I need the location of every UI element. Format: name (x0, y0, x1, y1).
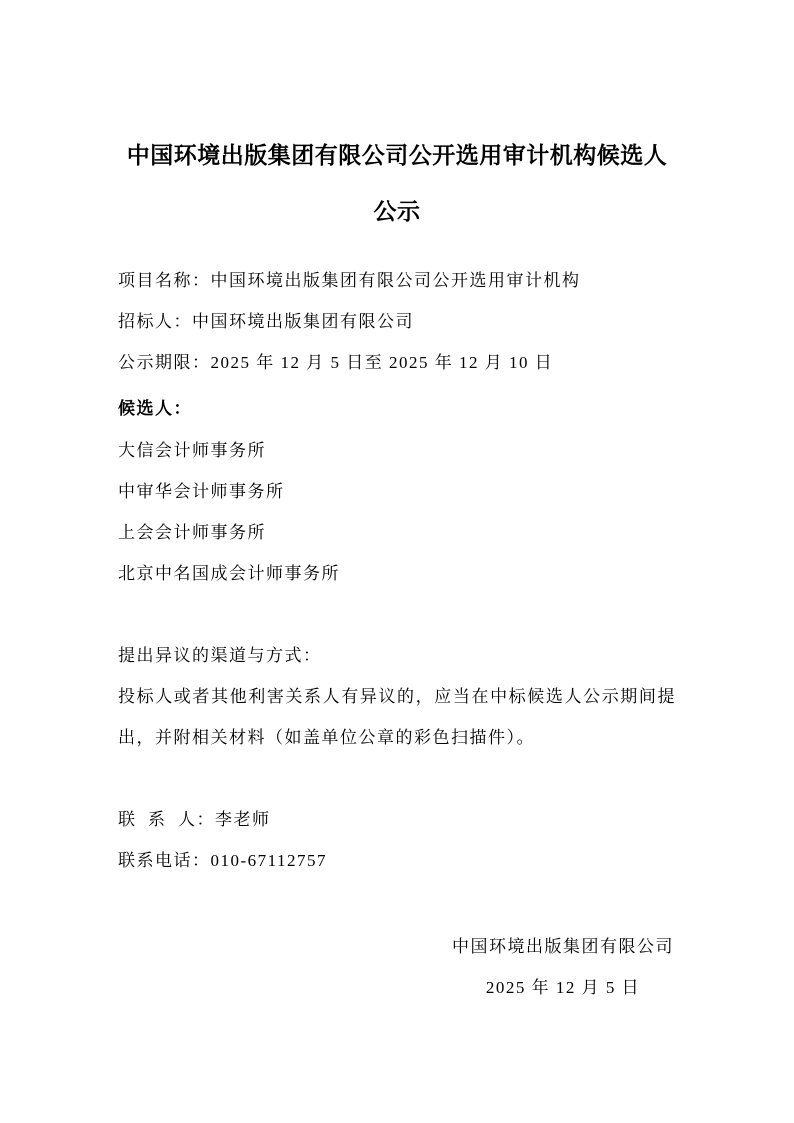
notice-body (118, 260, 676, 1008)
project-name-line: 项目名称：中国环境出版集团有限公司公开选用审计机构 (118, 271, 581, 290)
publicity-period-line: 公示期限：2025 年 12 月 5 日至 2025 年 12 月 10 日 (118, 353, 554, 372)
signature-block (452, 926, 674, 1008)
tenderer-line: 招标人：中国环境出版集团有限公司 (118, 312, 414, 331)
page-title-line1: 中国环境出版集团有限公司公开选用审计机构候选人 (126, 143, 668, 169)
candidate-item: 上会会计师事务所 (118, 523, 266, 542)
objection-body: 投标人或者其他利害关系人有异议的，应当在中标候选人公示期间提出，并附相关材料（如盖单位公章的彩色扫描件）。 (118, 687, 676, 747)
candidate-item: 大信会计师事务所 (118, 441, 266, 460)
blank-line (118, 758, 676, 799)
signature-date: 2025 年 12 月 5 日 (485, 978, 641, 997)
objection-heading: 提出异议的渠道与方式： (118, 646, 322, 665)
contact-phone-line: 联系电话：010-67112757 (118, 851, 328, 870)
candidate-item: 中审华会计师事务所 (118, 482, 285, 501)
contact-person-line: 联 系 人：李老师 (118, 810, 271, 829)
blank-line (118, 881, 676, 922)
signature-org: 中国环境出版集团有限公司 (452, 937, 674, 956)
candidate-item: 北京中名国成会计师事务所 (118, 564, 340, 583)
page-title (118, 128, 676, 240)
page-title-line2: 公示 (373, 199, 421, 225)
blank-line (118, 594, 676, 635)
candidates-heading: 候选人： (118, 399, 192, 419)
